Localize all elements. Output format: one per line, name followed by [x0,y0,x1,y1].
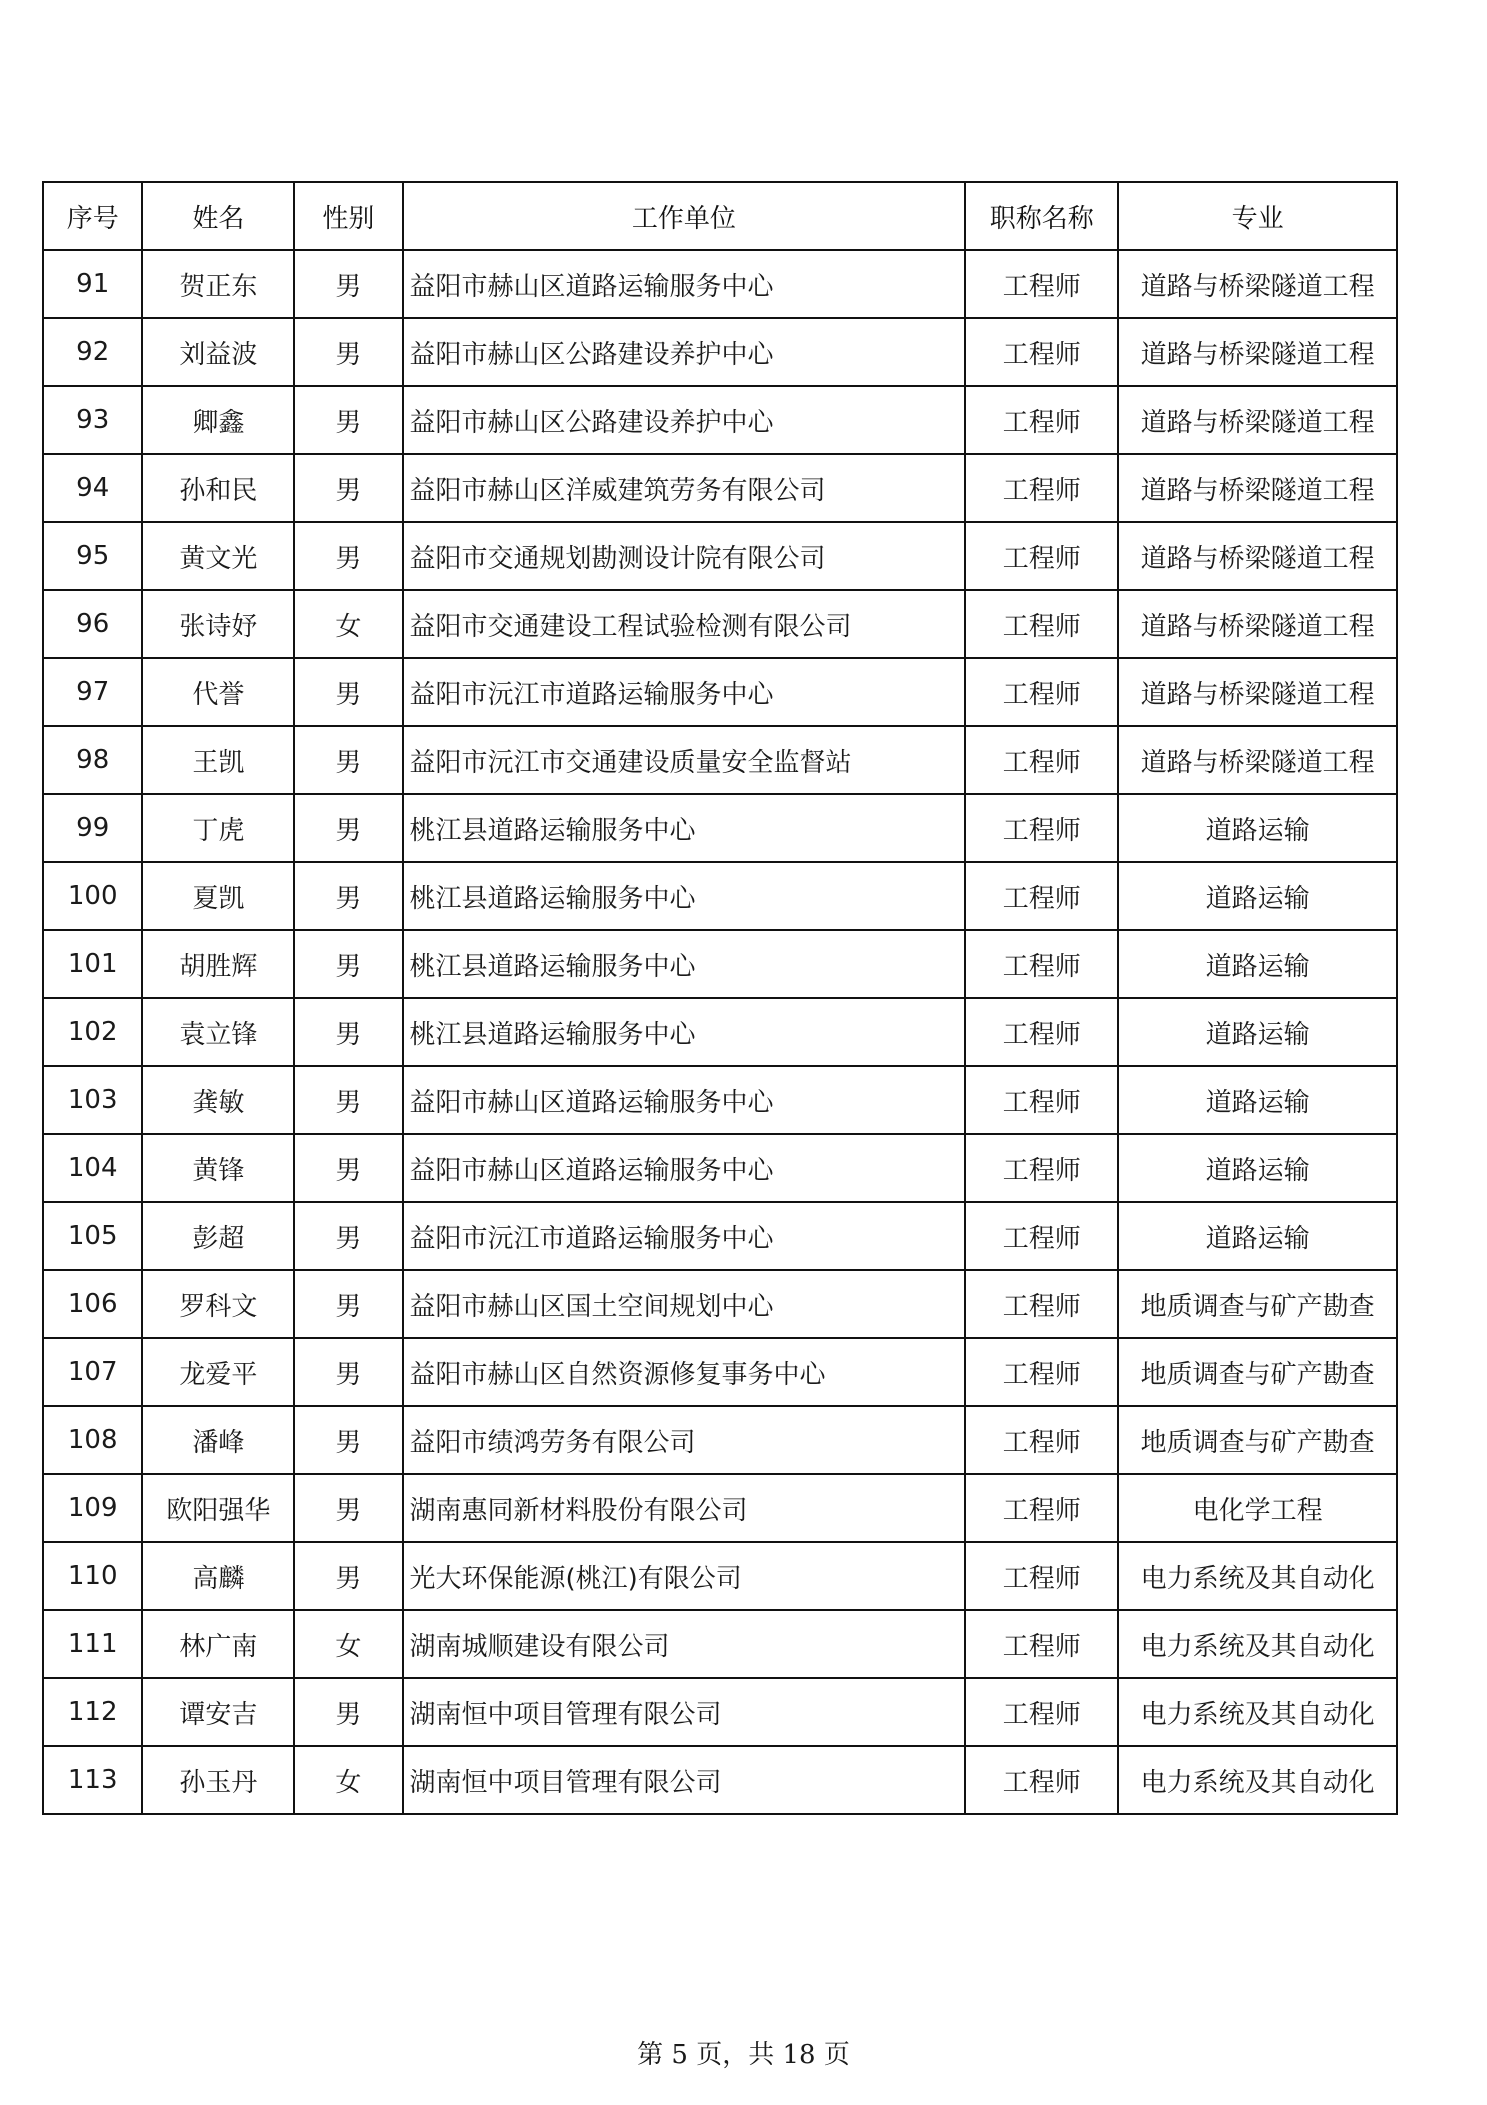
cell-title: 工程师 [965,998,1118,1066]
cell-title: 工程师 [965,454,1118,522]
table-row [43,250,1397,318]
table-row [43,658,1397,726]
cell-specialty: 地质调查与矿产勘查 [1118,1270,1397,1338]
cell-gender: 女 [294,590,402,658]
cell-specialty: 道路与桥梁隧道工程 [1118,318,1397,386]
table-row [43,1678,1397,1746]
cell-employer: 益阳市赫山区公路建设养护中心 [403,386,966,454]
cell-name: 林广南 [142,1610,294,1678]
cell-name: 孙玉丹 [142,1746,294,1814]
cell-gender: 男 [294,1406,402,1474]
cell-gender: 女 [294,1610,402,1678]
cell-employer: 益阳市赫山区道路运输服务中心 [403,1134,966,1202]
header-title: 职称名称 [965,182,1118,250]
cell-name: 贺正东 [142,250,294,318]
cell-title: 工程师 [965,1270,1118,1338]
cell-serial: 109 [43,1474,142,1542]
cell-title: 工程师 [965,1202,1118,1270]
cell-employer: 光大环保能源(桃江)有限公司 [403,1542,966,1610]
cell-employer: 湖南惠同新材料股份有限公司 [403,1474,966,1542]
cell-specialty: 道路与桥梁隧道工程 [1118,250,1397,318]
cell-specialty: 道路与桥梁隧道工程 [1118,386,1397,454]
cell-title: 工程师 [965,386,1118,454]
cell-name: 龚敏 [142,1066,294,1134]
table-row [43,1134,1397,1202]
cell-title: 工程师 [965,590,1118,658]
cell-gender: 男 [294,1134,402,1202]
cell-employer: 益阳市交通规划勘测设计院有限公司 [403,522,966,590]
table-row [43,1202,1397,1270]
cell-serial: 92 [43,318,142,386]
cell-gender: 男 [294,726,402,794]
cell-gender: 男 [294,522,402,590]
table-row [43,930,1397,998]
cell-serial: 94 [43,454,142,522]
cell-employer: 桃江县道路运输服务中心 [403,794,966,862]
cell-name: 袁立锋 [142,998,294,1066]
table-row [43,862,1397,930]
cell-serial: 96 [43,590,142,658]
cell-title: 工程师 [965,1134,1118,1202]
cell-title: 工程师 [965,794,1118,862]
cell-gender: 男 [294,1270,402,1338]
cell-serial: 110 [43,1542,142,1610]
cell-name: 彭超 [142,1202,294,1270]
table-row [43,1542,1397,1610]
cell-name: 潘峰 [142,1406,294,1474]
table-row [43,794,1397,862]
table-header [43,182,1397,250]
cell-employer: 益阳市赫山区国土空间规划中心 [403,1270,966,1338]
cell-serial: 108 [43,1406,142,1474]
cell-title: 工程师 [965,1406,1118,1474]
cell-specialty: 电力系统及其自动化 [1118,1746,1397,1814]
cell-specialty: 道路运输 [1118,930,1397,998]
cell-employer: 桃江县道路运输服务中心 [403,930,966,998]
cell-serial: 106 [43,1270,142,1338]
cell-title: 工程师 [965,1610,1118,1678]
cell-specialty: 道路与桥梁隧道工程 [1118,522,1397,590]
cell-title: 工程师 [965,658,1118,726]
cell-specialty: 道路与桥梁隧道工程 [1118,590,1397,658]
cell-serial: 95 [43,522,142,590]
cell-gender: 男 [294,930,402,998]
cell-serial: 99 [43,794,142,862]
header-specialty: 专业 [1118,182,1397,250]
cell-employer: 益阳市赫山区公路建设养护中心 [403,318,966,386]
cell-serial: 113 [43,1746,142,1814]
table-row [43,1066,1397,1134]
table-row [43,1406,1397,1474]
cell-specialty: 地质调查与矿产勘查 [1118,1338,1397,1406]
cell-name: 胡胜辉 [142,930,294,998]
table-row [43,590,1397,658]
cell-serial: 112 [43,1678,142,1746]
cell-specialty: 电力系统及其自动化 [1118,1542,1397,1610]
cell-serial: 98 [43,726,142,794]
cell-specialty: 道路运输 [1118,862,1397,930]
cell-title: 工程师 [965,1746,1118,1814]
cell-employer: 益阳市赫山区道路运输服务中心 [403,250,966,318]
table-row [43,726,1397,794]
cell-specialty: 地质调查与矿产勘查 [1118,1406,1397,1474]
cell-employer: 益阳市绩鸿劳务有限公司 [403,1406,966,1474]
cell-gender: 男 [294,1338,402,1406]
cell-gender: 男 [294,1474,402,1542]
cell-specialty: 道路与桥梁隧道工程 [1118,726,1397,794]
cell-serial: 105 [43,1202,142,1270]
header-gender: 性别 [294,182,402,250]
cell-employer: 桃江县道路运输服务中心 [403,862,966,930]
cell-serial: 111 [43,1610,142,1678]
cell-title: 工程师 [965,1542,1118,1610]
cell-gender: 男 [294,386,402,454]
table-row [43,1474,1397,1542]
table-row [43,1338,1397,1406]
cell-serial: 97 [43,658,142,726]
header-name: 姓名 [142,182,294,250]
cell-title: 工程师 [965,318,1118,386]
table-row [43,454,1397,522]
cell-employer: 桃江县道路运输服务中心 [403,998,966,1066]
cell-employer: 益阳市沅江市道路运输服务中心 [403,658,966,726]
cell-employer: 湖南恒中项目管理有限公司 [403,1746,966,1814]
cell-name: 夏凯 [142,862,294,930]
cell-name: 刘益波 [142,318,294,386]
cell-serial: 107 [43,1338,142,1406]
table-row [43,1270,1397,1338]
cell-specialty: 道路运输 [1118,998,1397,1066]
cell-specialty: 电力系统及其自动化 [1118,1610,1397,1678]
cell-employer: 益阳市沅江市道路运输服务中心 [403,1202,966,1270]
cell-gender: 男 [294,1678,402,1746]
header-employer: 工作单位 [403,182,966,250]
cell-specialty: 电力系统及其自动化 [1118,1678,1397,1746]
cell-name: 黄文光 [142,522,294,590]
header-row [43,182,1397,250]
cell-title: 工程师 [965,1474,1118,1542]
header-serial: 序号 [43,182,142,250]
cell-gender: 男 [294,1066,402,1134]
cell-title: 工程师 [965,1066,1118,1134]
cell-name: 孙和民 [142,454,294,522]
cell-name: 代誉 [142,658,294,726]
cell-specialty: 道路与桥梁隧道工程 [1118,658,1397,726]
cell-gender: 男 [294,318,402,386]
cell-name: 卿鑫 [142,386,294,454]
cell-employer: 湖南恒中项目管理有限公司 [403,1678,966,1746]
cell-employer: 益阳市沅江市交通建设质量安全监督站 [403,726,966,794]
cell-serial: 91 [43,250,142,318]
cell-title: 工程师 [965,862,1118,930]
cell-serial: 104 [43,1134,142,1202]
cell-specialty: 道路运输 [1118,1134,1397,1202]
cell-title: 工程师 [965,1338,1118,1406]
cell-name: 谭安吉 [142,1678,294,1746]
cell-title: 工程师 [965,930,1118,998]
cell-serial: 101 [43,930,142,998]
cell-name: 王凯 [142,726,294,794]
cell-gender: 男 [294,454,402,522]
cell-gender: 男 [294,250,402,318]
cell-title: 工程师 [965,1678,1118,1746]
cell-employer: 益阳市赫山区道路运输服务中心 [403,1066,966,1134]
cell-gender: 女 [294,1746,402,1814]
cell-name: 欧阳强华 [142,1474,294,1542]
cell-gender: 男 [294,998,402,1066]
cell-employer: 湖南城顺建设有限公司 [403,1610,966,1678]
cell-specialty: 道路运输 [1118,794,1397,862]
cell-name: 罗科文 [142,1270,294,1338]
cell-serial: 102 [43,998,142,1066]
cell-title: 工程师 [965,726,1118,794]
cell-employer: 益阳市交通建设工程试验检测有限公司 [403,590,966,658]
cell-specialty: 道路运输 [1118,1066,1397,1134]
cell-name: 高麟 [142,1542,294,1610]
personnel-table [42,181,1398,1815]
cell-serial: 93 [43,386,142,454]
cell-gender: 男 [294,1202,402,1270]
cell-serial: 100 [43,862,142,930]
cell-name: 黄锋 [142,1134,294,1202]
table-row [43,1610,1397,1678]
cell-name: 丁虎 [142,794,294,862]
table-row [43,522,1397,590]
table-row [43,386,1397,454]
cell-specialty: 道路运输 [1118,1202,1397,1270]
cell-name: 龙爱平 [142,1338,294,1406]
cell-gender: 男 [294,658,402,726]
cell-gender: 男 [294,794,402,862]
cell-title: 工程师 [965,250,1118,318]
table-body [43,250,1397,1814]
table-row [43,998,1397,1066]
table-row [43,1746,1397,1814]
cell-gender: 男 [294,862,402,930]
cell-employer: 益阳市赫山区自然资源修复事务中心 [403,1338,966,1406]
cell-employer: 益阳市赫山区洋威建筑劳务有限公司 [403,454,966,522]
cell-name: 张诗妤 [142,590,294,658]
table-row [43,318,1397,386]
cell-specialty: 道路与桥梁隧道工程 [1118,454,1397,522]
cell-specialty: 电化学工程 [1118,1474,1397,1542]
page-footer: 第 5 页，共 18 页 [637,2040,850,2070]
cell-serial: 103 [43,1066,142,1134]
cell-title: 工程师 [965,522,1118,590]
cell-gender: 男 [294,1542,402,1610]
